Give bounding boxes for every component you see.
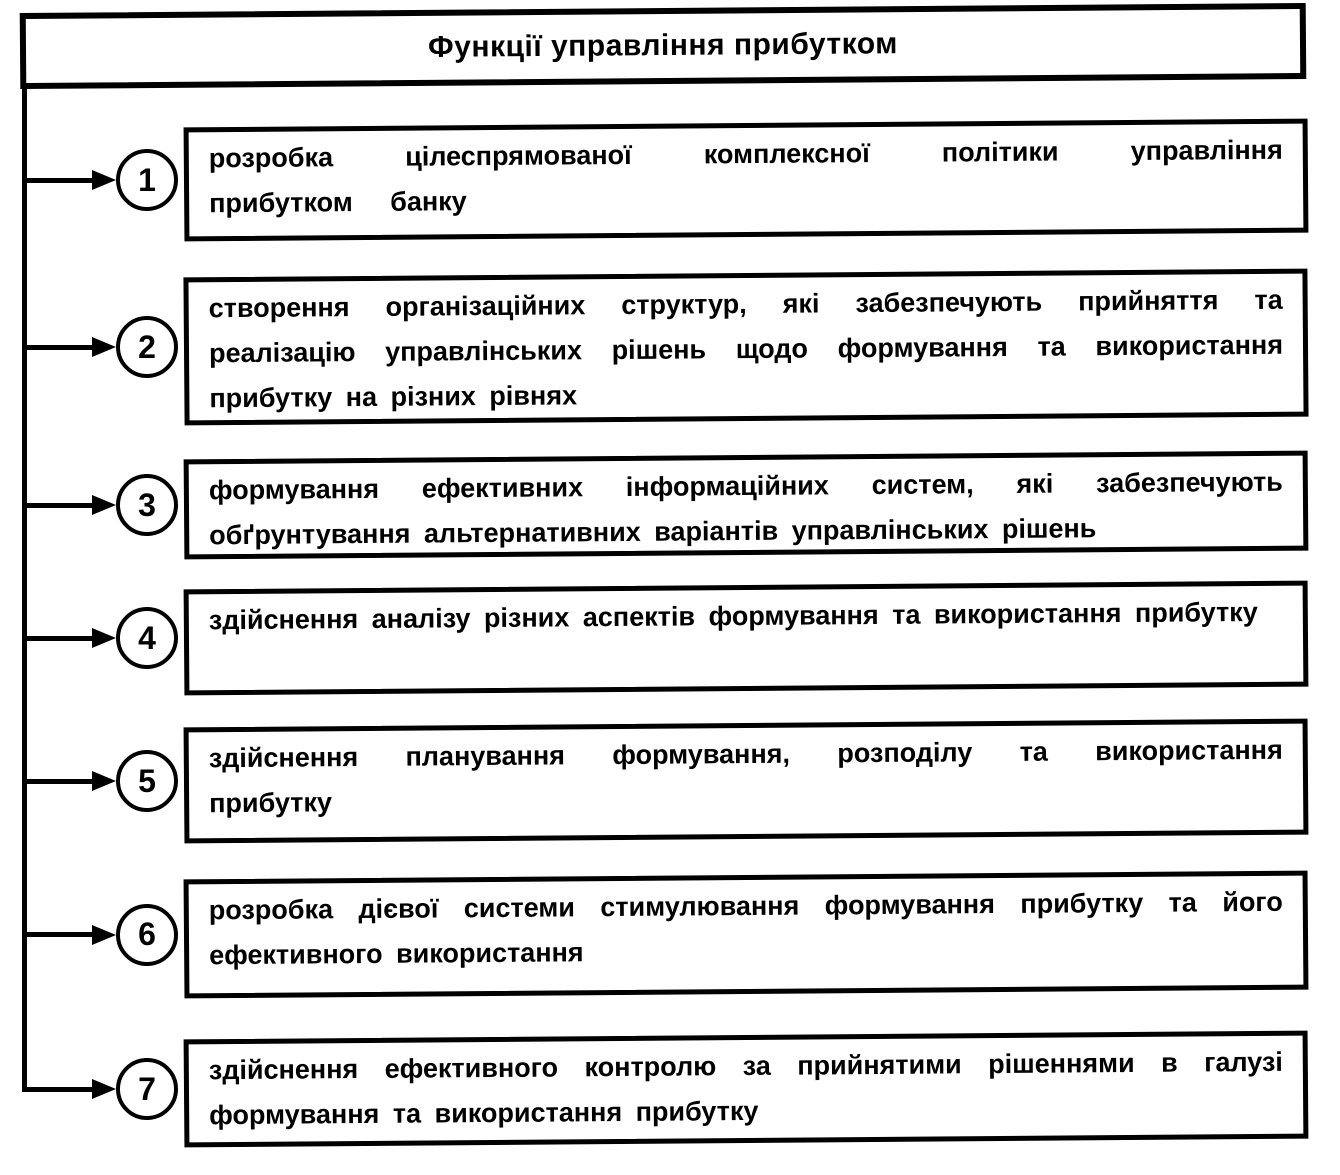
step-number-badge	[116, 149, 178, 211]
arrow-right-icon	[92, 170, 116, 190]
function-row	[0, 273, 1340, 421]
step-number-badge	[116, 474, 178, 536]
function-box	[184, 719, 1309, 844]
step-number: 1	[138, 161, 156, 198]
arrow-right-icon	[92, 628, 116, 648]
function-text: створення організаційних структур, які забезпечують прийняття та реалізацію управлінських рішень щодо формування та використання прибутку на різних рівнях	[208, 284, 1284, 414]
arrow-shaft	[24, 345, 92, 350]
step-number: 5	[138, 762, 156, 799]
function-text: розробка дієвої системи стимулювання формування прибутку та його ефективного використання	[208, 886, 1283, 971]
arrow-shaft	[24, 1087, 92, 1092]
function-box	[183, 269, 1308, 426]
diagram-title: Функції управління прибутком	[427, 27, 899, 64]
step-number: 6	[138, 916, 156, 952]
step-number-badge	[116, 316, 178, 378]
function-box	[184, 871, 1309, 999]
function-text: здійснення ефективного контролю за прийнятими рішеннями в галузі формування та використання прибутку	[208, 1046, 1283, 1131]
function-row	[0, 455, 1340, 555]
step-number-badge	[116, 607, 178, 669]
arrow-shaft	[24, 779, 92, 784]
arrow-shaft	[24, 636, 92, 641]
arrow-right-icon	[92, 337, 116, 357]
arrow-shaft	[24, 178, 92, 183]
arrow-shaft	[24, 932, 92, 937]
step-number: 3	[138, 486, 156, 523]
title-box	[20, 3, 1307, 89]
arrow-right-icon	[92, 771, 116, 791]
step-number: 2	[138, 328, 156, 365]
function-text: здійснення аналізу різних аспектів формування та використання прибутку	[208, 596, 1258, 636]
function-box	[184, 119, 1309, 242]
function-text: формування ефективних інформаційних систем, які забезпечують обґрунтування альтернативних варіантів управлінських рішень	[208, 466, 1283, 551]
step-number: 4	[138, 619, 156, 656]
function-text: розробка цілеспрямованої комплексної політики управління прибутком банку	[208, 134, 1283, 219]
step-number-badge	[116, 1058, 178, 1120]
function-row	[0, 1035, 1340, 1143]
step-number-badge	[116, 750, 178, 812]
function-box	[184, 1031, 1309, 1148]
function-row	[0, 585, 1340, 691]
function-row	[0, 723, 1340, 839]
function-box	[184, 451, 1309, 560]
arrow-right-icon	[92, 925, 116, 945]
function-row	[0, 875, 1340, 994]
arrow-shaft	[24, 503, 92, 508]
function-row	[0, 123, 1340, 237]
step-number: 7	[138, 1070, 156, 1107]
arrow-right-icon	[92, 495, 116, 515]
function-text: здійснення планування формування, розподілу та використання прибутку	[208, 734, 1283, 819]
arrow-right-icon	[92, 1079, 116, 1099]
step-number-badge	[116, 904, 178, 966]
function-box	[184, 581, 1309, 696]
